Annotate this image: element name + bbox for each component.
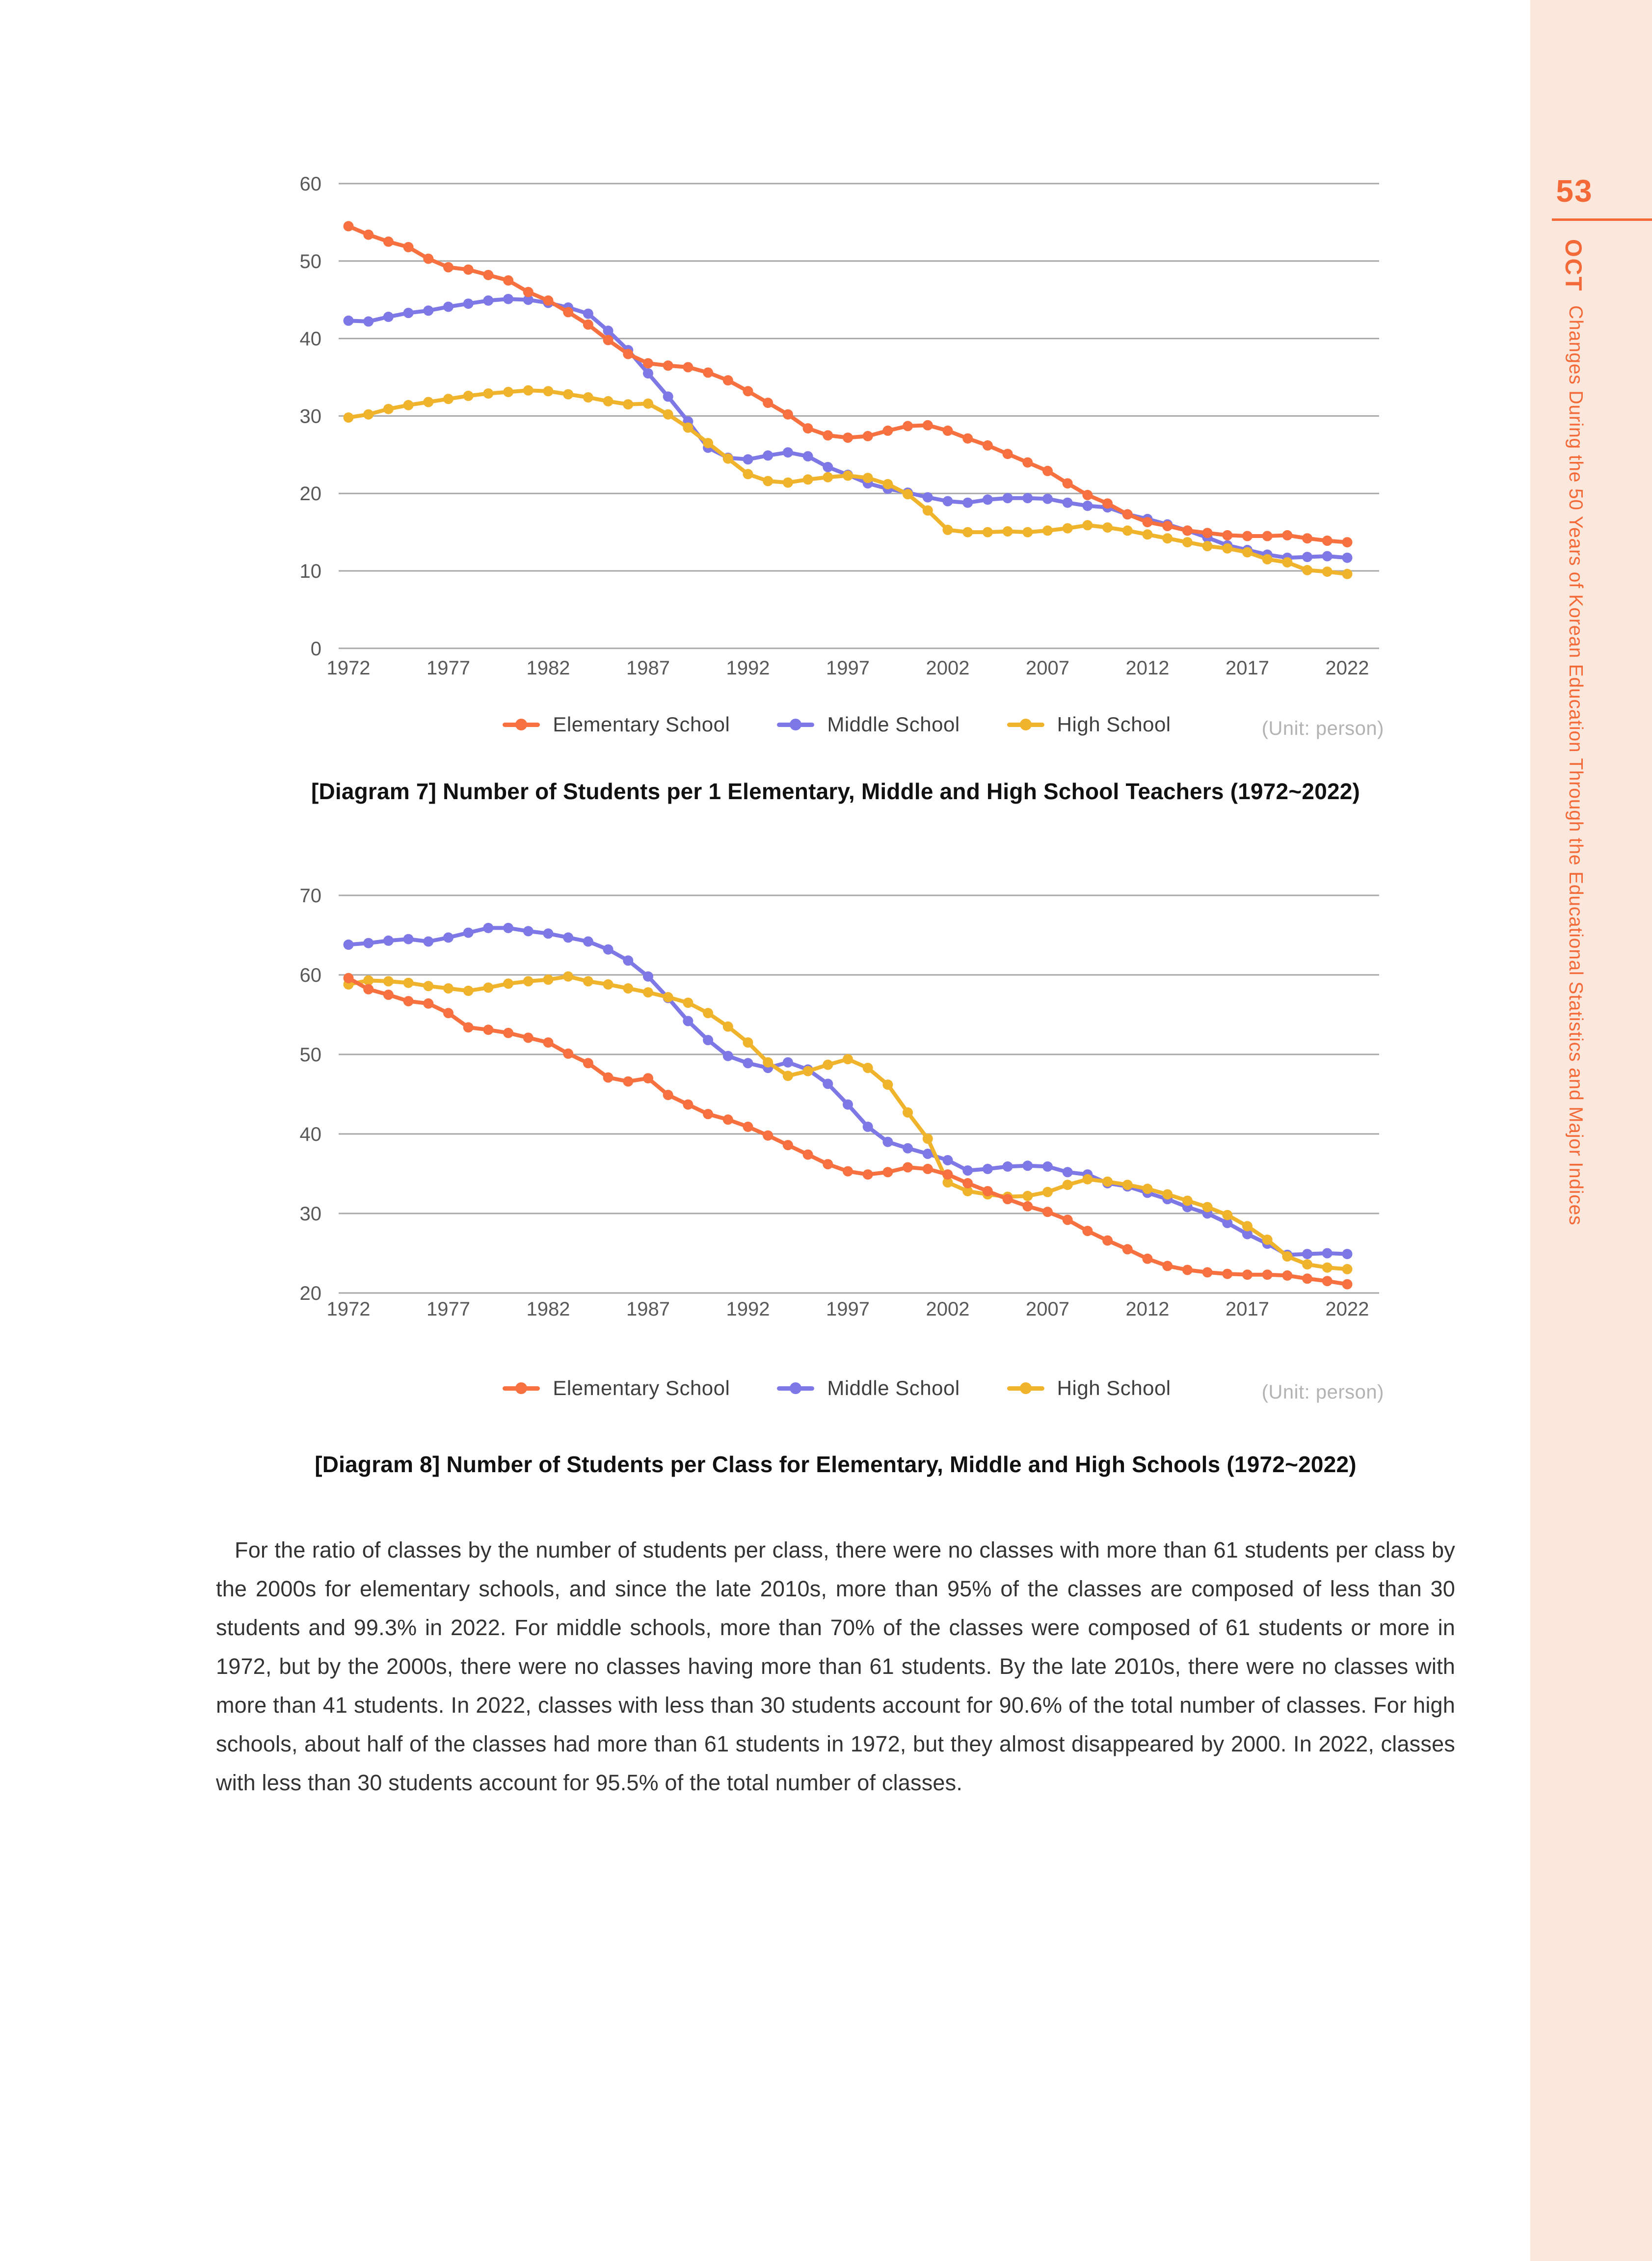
- page-number: 53: [1556, 173, 1593, 209]
- svg-text:1977: 1977: [426, 1298, 470, 1320]
- svg-text:1992: 1992: [726, 1298, 770, 1320]
- elementary-series-marker-icon: [503, 718, 540, 731]
- svg-text:60: 60: [299, 965, 321, 986]
- high-series-marker-icon: [1007, 1382, 1044, 1395]
- sidebar-vertical-caption: Changes During the 50 Years of Korean Education Through the Educational Statistics and Major Indices: [1565, 305, 1586, 1226]
- svg-text:1972: 1972: [326, 657, 371, 679]
- elementary-series-marker-icon: [503, 1382, 540, 1395]
- series-middle-school: [344, 294, 1353, 563]
- svg-text:1992: 1992: [726, 657, 770, 679]
- series-high-school: [344, 971, 1353, 1274]
- series-high-school: [344, 385, 1353, 579]
- svg-text:2012: 2012: [1125, 1298, 1170, 1320]
- body-paragraph: For the ratio of classes by the number of students per class, there were no classes with more than 61 students per class by the 2000s for elementary schools, and since the late 2010s, more than 95% of the classes are composed of less than 30 students and 99.3% in 2022. For middle schools, more than 70% of the classes were composed of 61 students or more in 1972, but by the 2000s, there were no classes having more than 61 students. By the late 2010s, there were no classes with more than 41 students. In 2022, classes with less than 30 students account for 90.6% of the total number of classes. For high schools, about half of the classes had more than 61 students in 1972, but they almost disappeared by 2000. In 2022, classes with less than 30 students account for 95.5% of the total number of classes.: [216, 1537, 1455, 1795]
- svg-text:2017: 2017: [1226, 657, 1269, 679]
- svg-text:1997: 1997: [826, 1298, 870, 1320]
- legend-label: High School: [1057, 713, 1171, 736]
- svg-text:1997: 1997: [826, 657, 870, 679]
- svg-text:2007: 2007: [1026, 1298, 1069, 1320]
- svg-text:20: 20: [299, 1283, 321, 1304]
- middle-series-marker-icon: [777, 718, 814, 731]
- diagram8-caption: [Diagram 8] Number of Students per Class for Elementary, Middle and High Schools (1972~2022): [315, 1452, 1357, 1477]
- x-axis-labels: [327, 657, 1369, 679]
- x-axis-labels: [327, 1298, 1369, 1320]
- legend-item-elementary: [503, 713, 730, 736]
- line-chart-students-per-class: [265, 859, 1409, 1345]
- svg-text:0: 0: [310, 638, 321, 660]
- unit-label: (Unit: person): [1261, 1381, 1384, 1403]
- brand-logo-oct: OCT: [1561, 239, 1587, 293]
- series-middle-school: [344, 923, 1353, 1260]
- legend-item-middle: [777, 1376, 959, 1400]
- legend-label: High School: [1057, 1376, 1171, 1400]
- svg-text:30: 30: [299, 405, 321, 428]
- gridlines: [339, 895, 1379, 1293]
- high-series-marker-icon: [1007, 718, 1044, 731]
- series-elementary-school: [344, 973, 1353, 1290]
- svg-text:1982: 1982: [526, 657, 570, 679]
- svg-text:50: 50: [299, 250, 321, 272]
- svg-text:2017: 2017: [1226, 1298, 1269, 1320]
- svg-text:2007: 2007: [1026, 657, 1069, 679]
- legend-label: Elementary School: [553, 713, 730, 736]
- svg-text:1987: 1987: [626, 657, 670, 679]
- legend-item-elementary: [503, 1376, 730, 1400]
- diagram7-caption: [Diagram 7] Number of Students per 1 Elementary, Middle and High School Teachers (1972~2022): [311, 779, 1360, 804]
- legend-item-middle: [777, 713, 959, 736]
- gridlines: [339, 184, 1379, 648]
- svg-text:40: 40: [299, 328, 321, 350]
- series-elementary-school: [344, 221, 1353, 547]
- svg-text:1977: 1977: [426, 657, 470, 679]
- svg-text:60: 60: [299, 173, 321, 195]
- sidebar-strip: [1530, 0, 1652, 2261]
- middle-series-marker-icon: [777, 1382, 814, 1395]
- svg-text:1982: 1982: [526, 1298, 570, 1320]
- svg-text:1972: 1972: [326, 1298, 371, 1320]
- svg-text:30: 30: [299, 1203, 321, 1225]
- svg-text:2002: 2002: [926, 657, 970, 679]
- svg-text:20: 20: [299, 483, 321, 505]
- legend-label: Middle School: [827, 713, 960, 736]
- svg-text:70: 70: [299, 885, 321, 907]
- svg-text:1987: 1987: [626, 1298, 670, 1320]
- unit-label: (Unit: person): [1261, 718, 1384, 739]
- svg-text:10: 10: [299, 561, 321, 582]
- page-number-rule: [1552, 218, 1652, 221]
- svg-text:2012: 2012: [1125, 657, 1170, 679]
- svg-text:50: 50: [299, 1044, 321, 1066]
- legend-label: Elementary School: [553, 1376, 730, 1400]
- svg-text:2002: 2002: [926, 1298, 970, 1320]
- svg-text:2022: 2022: [1325, 657, 1369, 679]
- legend-label: Middle School: [827, 1376, 960, 1400]
- svg-text:2022: 2022: [1325, 1298, 1369, 1320]
- svg-text:40: 40: [299, 1124, 321, 1145]
- line-chart-students-per-teacher: [265, 147, 1409, 712]
- y-axis-labels: [300, 885, 322, 1304]
- y-axis-labels: [300, 173, 322, 660]
